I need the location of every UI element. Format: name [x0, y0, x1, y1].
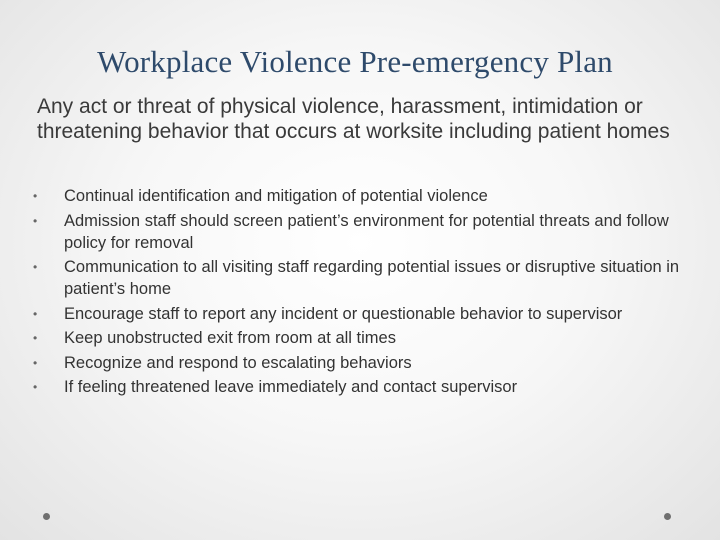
list-item — [33, 376, 683, 398]
list-item — [33, 352, 683, 374]
bullet-list — [33, 185, 683, 401]
bullet-icon: • — [33, 380, 38, 394]
bullet-text: If feeling threatened leave immediately and contact supervisor — [64, 378, 518, 396]
list-item — [33, 256, 683, 300]
bullet-icon: • — [33, 260, 38, 274]
list-item — [33, 303, 683, 325]
bullet-icon: • — [33, 306, 38, 321]
list-item — [33, 185, 683, 207]
bullet-icon: • — [33, 355, 38, 370]
bullet-text: Recognize and respond to escalating behaviors — [64, 353, 412, 372]
bullet-text: Communication to all visiting staff regarding potential issues or disruptive situation in patient’s home — [64, 258, 680, 298]
decorative-pin-icon — [664, 513, 671, 520]
list-item — [33, 327, 683, 349]
bullet-icon: • — [33, 331, 38, 345]
bullet-text: Admission staff should screen patient’s environment for potential threats and follow policy for removal — [64, 211, 669, 252]
bullet-text: Encourage staff to report any incident or questionable behavior to supervisor — [64, 304, 623, 323]
bullet-text: Continual identification and mitigation of potential violence — [64, 187, 488, 205]
bullet-icon: • — [33, 189, 38, 203]
decorative-pin-icon — [43, 513, 50, 520]
bullet-icon: • — [33, 213, 38, 228]
slide-title: Workplace Violence Pre-emergency Plan — [97, 44, 613, 79]
bullet-text: Keep unobstructed exit from room at all times — [64, 329, 396, 347]
intro-paragraph: Any act or threat of physical violence, harassment, intimidation or threatening behavior that occurs at worksite including patient homes — [37, 95, 670, 143]
list-item — [33, 210, 683, 254]
